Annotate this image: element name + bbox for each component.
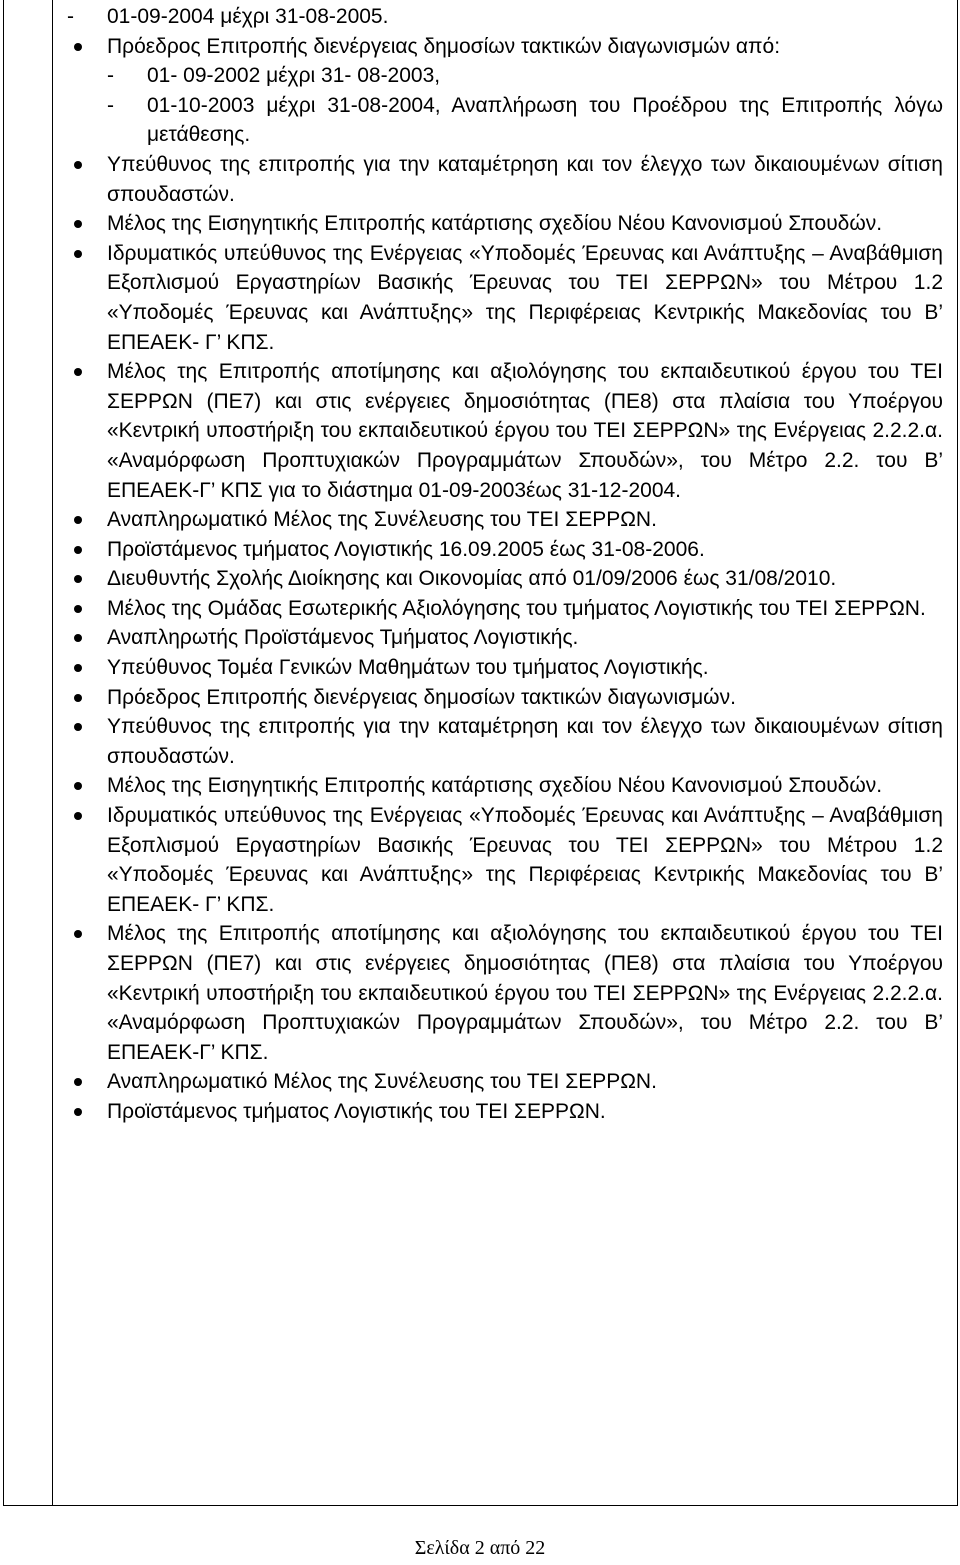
list-item	[107, 239, 943, 357]
table-column-divider	[52, 0, 53, 1505]
list-item-text: Μέλος της Ομάδας Εσωτερικής Αξιολόγησης του τμήματος Λογιστικής του ΤΕΙ ΣΕΡΡΩΝ.	[107, 596, 926, 620]
bullet-icon	[74, 605, 82, 613]
list-item-text: Ιδρυματικός υπεύθυνος της Ενέργειας «Υποδομές Έρευνας και Ανάπτυξης – Αναβάθμιση Εξοπλισμού Εργαστηρίων Βασικής Έρευνας του ΤΕΙ ΣΕΡΡΩΝ» του Μέτρου 1.2 «Υποδομές Έρευνας και Ανάπτυξης» της Περιφέρειας Κεντρικής Μακεδονίας του Β’ ΕΠΕΑΕΚ- Γ’ ΚΠΣ.	[107, 241, 943, 354]
list-item-text: Μέλος της Επιτροπής αποτίμησης και αξιολόγησης του εκπαιδευτικού έργου του ΤΕΙ ΣΕΡΡΩΝ (ΠΕ7) και στις ενέργειες δημοσιότητας (ΠΕ8) στα πλαίσια του Υποέργου «Κεντρική υποστήριξη του εκπαιδευτικού έργου του ΤΕΙ ΣΕΡΡΩΝ» της Ενέργειας 2.2.2.α. «Αναμόρφωση Προπτυχιακών Προγραμμάτων Σπουδών», του Μέτρο 2.2. του Β’ ΕΠΕΑΕΚ-Γ’ ΚΠΣ για το διάστημα 01-09-2003έως 31-12-2004.	[107, 360, 943, 502]
list-item-text: Ιδρυματικός υπεύθυνος της Ενέργειας «Υποδομές Έρευνας και Ανάπτυξης – Αναβάθμιση Εξοπλισμού Εργαστηρίων Βασικής Έρευνας του ΤΕΙ ΣΕΡΡΩΝ» του Μέτρου 1.2 «Υποδομές Έρευνας και Ανάπτυξης» της Περιφέρειας Κεντρικής Μακεδονίας του Β’ ΕΠΕΑΕΚ- Γ’ ΚΠΣ.	[107, 804, 943, 916]
bullet-icon	[74, 1108, 82, 1116]
list-item	[107, 505, 943, 535]
list-item	[107, 594, 943, 624]
bullet-icon	[74, 250, 82, 258]
footer-prefix: Σελίδα	[414, 1537, 470, 1559]
bullet-icon	[74, 43, 82, 51]
page-number-footer	[0, 1537, 960, 1560]
list-item-text: Διευθυντής Σχολής Διοίκησης και Οικονομίας από 01/09/2006 έως 31/08/2010.	[107, 567, 837, 591]
list-item	[107, 653, 943, 683]
list-item	[107, 801, 943, 919]
list-item	[107, 357, 943, 505]
bullet-icon	[74, 812, 82, 820]
list-item	[107, 683, 943, 713]
bullet-icon	[74, 546, 82, 554]
list-item-text: Υπεύθυνος της επιτροπής για την καταμέτρηση και τον έλεγχο των δικαιουμένων σίτιση σπουδαστών.	[107, 152, 943, 206]
list-item	[107, 209, 943, 239]
list-item-text: Αναπληρωτής Προϊστάμενος Τμήματος Λογιστικής.	[107, 626, 579, 650]
footer-total-pages: 22	[525, 1537, 546, 1559]
footer-current-page: 2	[474, 1537, 485, 1559]
list-item	[107, 919, 943, 1067]
date-range-continuation: - 01-09-2004 μέχρι 31-08-2005.	[107, 2, 943, 32]
list-item	[107, 564, 943, 594]
sub-item: - 01-10-2003 μέχρι 31-08-2004, Αναπλήρωση του Προέδρου της Επιτροπής λόγω μετάθεσης.	[107, 91, 943, 150]
list-item	[107, 1067, 943, 1097]
list-item-text: Υπεύθυνος Τομέα Γενικών Μαθημάτων του τμήματος Λογιστικής.	[107, 656, 709, 680]
list-item-text: Μέλος της Εισηγητικής Επιτροπής κατάρτισης σχεδίου Νέου Κανονισμού Σπουδών.	[107, 774, 883, 798]
list-item-text: Πρόεδρος Επιτροπής διενέργειας δημοσίων τακτικών διαγωνισμών από:	[107, 34, 781, 58]
list-item-text: Προϊστάμενος τμήματος Λογιστικής του ΤΕΙ ΣΕΡΡΩΝ.	[107, 1099, 606, 1123]
bullet-icon	[74, 161, 82, 169]
list-item-text: Μέλος της Εισηγητικής Επιτροπής κατάρτισης σχεδίου Νέου Κανονισμού Σπουδών.	[107, 212, 883, 236]
sub-item: - 01- 09-2002 μέχρι 31- 08-2003,	[107, 61, 943, 91]
list-item-text: Προϊστάμενος τμήματος Λογιστικής 16.09.2005 έως 31-08-2006.	[107, 537, 705, 561]
list-item	[107, 32, 943, 150]
cv-duties-list	[107, 2, 943, 1127]
bullet-icon	[74, 664, 82, 672]
footer-middle: από	[489, 1537, 521, 1559]
list-item-text: Υπεύθυνος της επιτροπής για την καταμέτρηση και τον έλεγχο των δικαιουμένων σίτιση σπουδαστών.	[107, 715, 943, 768]
list-item-text: Αναπληρωματικό Μέλος της Συνέλευσης του ΤΕΙ ΣΕΡΡΩΝ.	[107, 1070, 657, 1094]
list-item	[107, 771, 943, 801]
list-item	[107, 150, 943, 209]
list-item-text: Μέλος της Επιτροπής αποτίμησης και αξιολόγησης του εκπαιδευτικού έργου του ΤΕΙ ΣΕΡΡΩΝ (ΠΕ7) και στις ενέργειες δημοσιότητας (ΠΕ8) στα πλαίσια του Υποέργου «Κεντρική υποστήριξη του εκπαιδευτικού έργου του ΤΕΙ ΣΕΡΡΩΝ» της Ενέργειας 2.2.2.α. «Αναμόρφωση Προπτυχιακών Προγραμμάτων Σπουδών», του Μέτρο 2.2. του Β’ ΕΠΕΑΕΚ-Γ’ ΚΠΣ.	[107, 922, 943, 1064]
list-item	[107, 535, 943, 565]
list-item	[107, 1097, 943, 1127]
list-item-text: Πρόεδρος Επιτροπής διενέργειας δημοσίων τακτικών διαγωνισμών.	[107, 685, 736, 709]
list-item	[107, 712, 943, 771]
bullet-icon	[74, 694, 82, 702]
list-item	[107, 623, 943, 653]
list-item-text: Αναπληρωματικό Μέλος της Συνέλευσης του ΤΕΙ ΣΕΡΡΩΝ.	[107, 508, 657, 532]
